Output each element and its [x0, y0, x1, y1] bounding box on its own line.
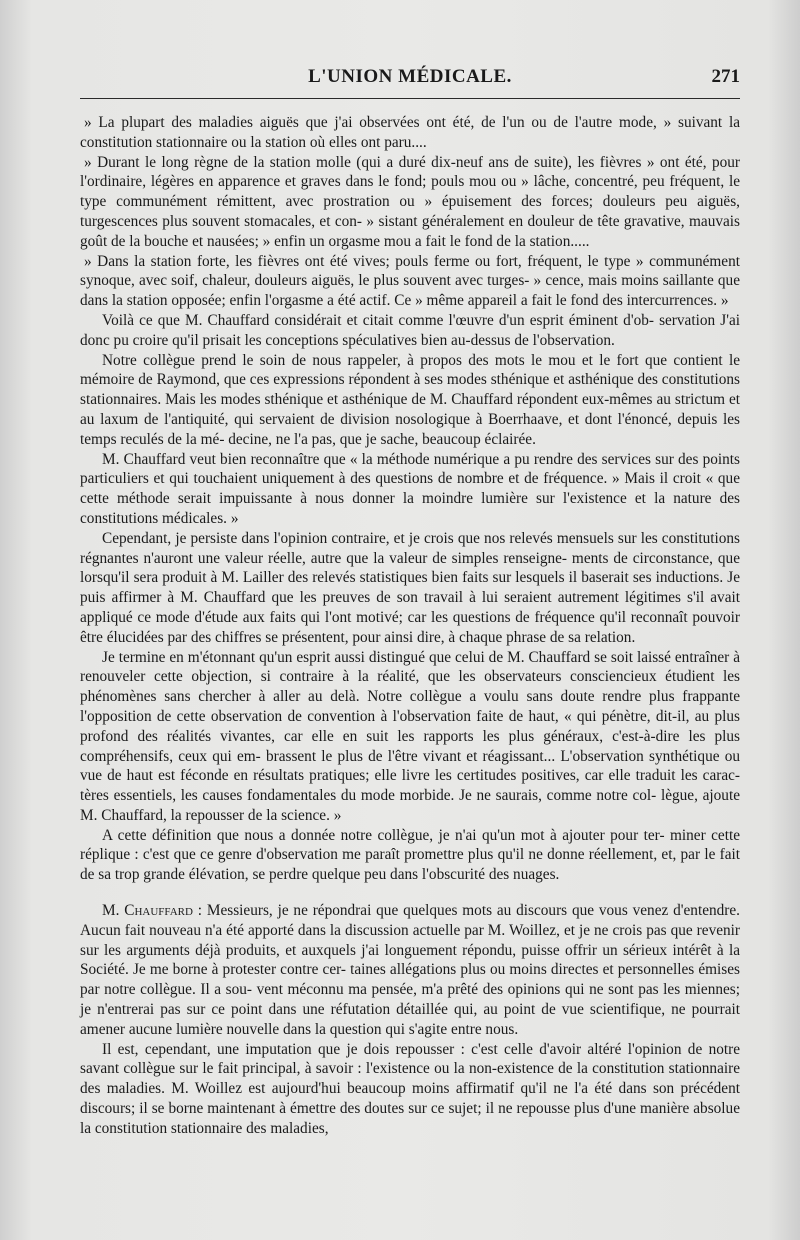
reply-paragraph — [80, 901, 740, 1040]
running-title: L'UNION MÉDICALE. — [308, 66, 512, 87]
body-text — [80, 113, 740, 1139]
body-paragraph: Je termine en m'étonnant qu'un esprit aussi distingué que celui de M. Chauffard se soit laissé entraîner à renouveler cette objection, si contraire à la réalité, que les observateurs consciencieux étudient les phénomènes sans chercher à aller au delà. Notre collègue a voulu sans doute rendre plus frappante l'opposition de cette observation de convention à l'observation faite de haut, « qui pénètre, dit-il, au plus profond des réalités vivantes, car elle en suit les rapports les plus généraux, c'est-à-dire les plus compréhensifs, ceux qui em- brassent le plus de l'être vivant et réagissant... L'observation synthétique ou vue de haut est féconde en résultats pratiques; elle livre les certitudes positives, car elle traduit les carac- tères essentiels, les causes fondamentales du mode morbide. Je ne saurais, comme notre col- lègue, ajoute M. Chauffard, la repousser de la science. » — [80, 648, 740, 824]
page-header — [80, 66, 740, 92]
section-spacer — [80, 885, 740, 901]
reply-paragraph: Il est, cependant, une imputation que je dois repousser : c'est celle d'avoir altéré l'opinion de notre savant collègue sur le fait principal, à savoir : l'existence ou la non-existence de la constitution stationnaire des maladies. M. Woillez est aujourd'hui beaucoup moins affirmatif qu'il ne l'a été dans son précédent discours; il se borne maintenant à émettre des doutes sur ce sujet; il ne repousse plus d'une manière absolue la constitution stationnaire des maladies, — [80, 1040, 740, 1137]
body-paragraph: Voilà ce que M. Chauffard considérait et citait comme l'œuvre d'un esprit éminent d'ob- servation J'ai donc pu croire qu'il prisait les conceptions spéculatives bien au-dessus de l'observation. — [80, 311, 740, 349]
header-rule — [80, 98, 740, 99]
body-paragraph: Notre collègue prend le soin de nous rappeler, à propos des mots le mou et le fort que contient le mémoire de Raymond, que ces expressions répondent à ses modes sthénique et asthénique des constitutions stationnaires. Mais les modes sthénique et asthénique de M. Chauffard répondent eux-mêmes au strictum et au laxum de l'antiquité, qui servaient de division nosologique à Boerrhaave, et dont l'énoncé, depuis les temps reculés de la mé- decine, ne l'a pas, que je sache, beaucoup éclairée. — [80, 351, 740, 448]
speaker-name: M. Chauffard : — [102, 902, 203, 920]
body-paragraph: Cependant, je persiste dans l'opinion contraire, et je crois que nos relevés mensuels sur les constitutions régnantes n'auront une valeur réelle, autre que la valeur de simples renseigne- ments de circonstance, que lorsqu'il sera produit à M. Lailler des relevés statistiques bien faits sur lesquels il baserait ses inductions. Je puis affirmer à M. Chauffard que les preuves de son travail à lui seraient autrement légitimes s'il avait appliqué ce mode d'étude aux faits qui l'ont motivé; car les questions de fréquence qu'il reconnaît pouvoir être élucidées par des chiffres se présentent, pour ainsi dire, à chaque phrase de sa relation. — [80, 529, 740, 646]
body-paragraph: M. Chauffard veut bien reconnaître que « la méthode numérique a pu rendre des services sur des points particuliers et qui touchaient uniquement à des questions de nombre et de fréquence. » Mais il croit « que cette méthode serait impuissante à nous donner la moindre lumière sur l'existence et la nature des constitutions médicales. » — [80, 450, 740, 527]
reply-text: Messieurs, je ne répondrai que quelques mots au discours que vous venez d'entendre. Aucun fait nouveau n'a été apporté dans la discussion actuelle par M. Woillez, et je ne crois pas que revenir sur les arguments déjà produits, et auxquels j'ai longuement répondu, puisse offrir un sérieux intérêt à la Société. Je me borne à protester contre cer- taines allégations plus ou moins directes et personnelles émises par notre collègue. Il a sou- vent méconnu ma pensée, m'a prêté des opinions qui ne sont pas les miennes; je n'entrerai pas sur ce point dans une réfutation détaillée qui, au point de vue scientifique, ne pourrait amener aucune lumière nouvelle dans la question qui s'agite entre nous. — [80, 902, 740, 1038]
body-paragraph: A cette définition que nous a donnée notre collègue, je n'ai qu'un mot à ajouter pour ter- miner cette réplique : c'est que ce genre d'observation me paraît promettre plus qu'il ne donne réellement, et, par le fait de sa trop grande élévation, se perdre quelque peu dans l'obscurité des nuages. — [80, 826, 740, 884]
quote-paragraph: » La plupart des maladies aiguës que j'ai observées ont été, de l'un ou de l'autre mode, » suivant la constitution stationnaire ou la station où elles ont paru.... — [80, 114, 740, 151]
page-number: 271 — [711, 66, 740, 87]
quote-paragraph: » Dans la station forte, les fièvres ont été vives; pouls ferme ou fort, fréquent, le type » communément synoque, avec soif, chaleur, douleurs aiguës, le plus souvent avec turges- » cence, mais moins saillante que dans la station opposée; enfin l'orgasme a été actif. Ce » même appareil a fait le fond des intercurrences. » — [80, 252, 740, 310]
quoted-passage — [80, 113, 740, 311]
quote-paragraph: » Durant le long règne de la station molle (qui a duré dix-neuf ans de suite), les fièvres » ont été, pour l'ordinaire, légères en apparence et graves dans le fond; pouls mou ou » lâche, concentré, peu fréquent, le type communément rémittent, avec prostration ou » épuisement des forces; douleurs peu aiguës, turgescences plus souvent stomacales, et con- » sistant généralement en douleur de tête gravative, mauvais goût de la bouche et nausées; » enfin un orgasme mou a fait le fond de la station..... — [80, 153, 740, 250]
